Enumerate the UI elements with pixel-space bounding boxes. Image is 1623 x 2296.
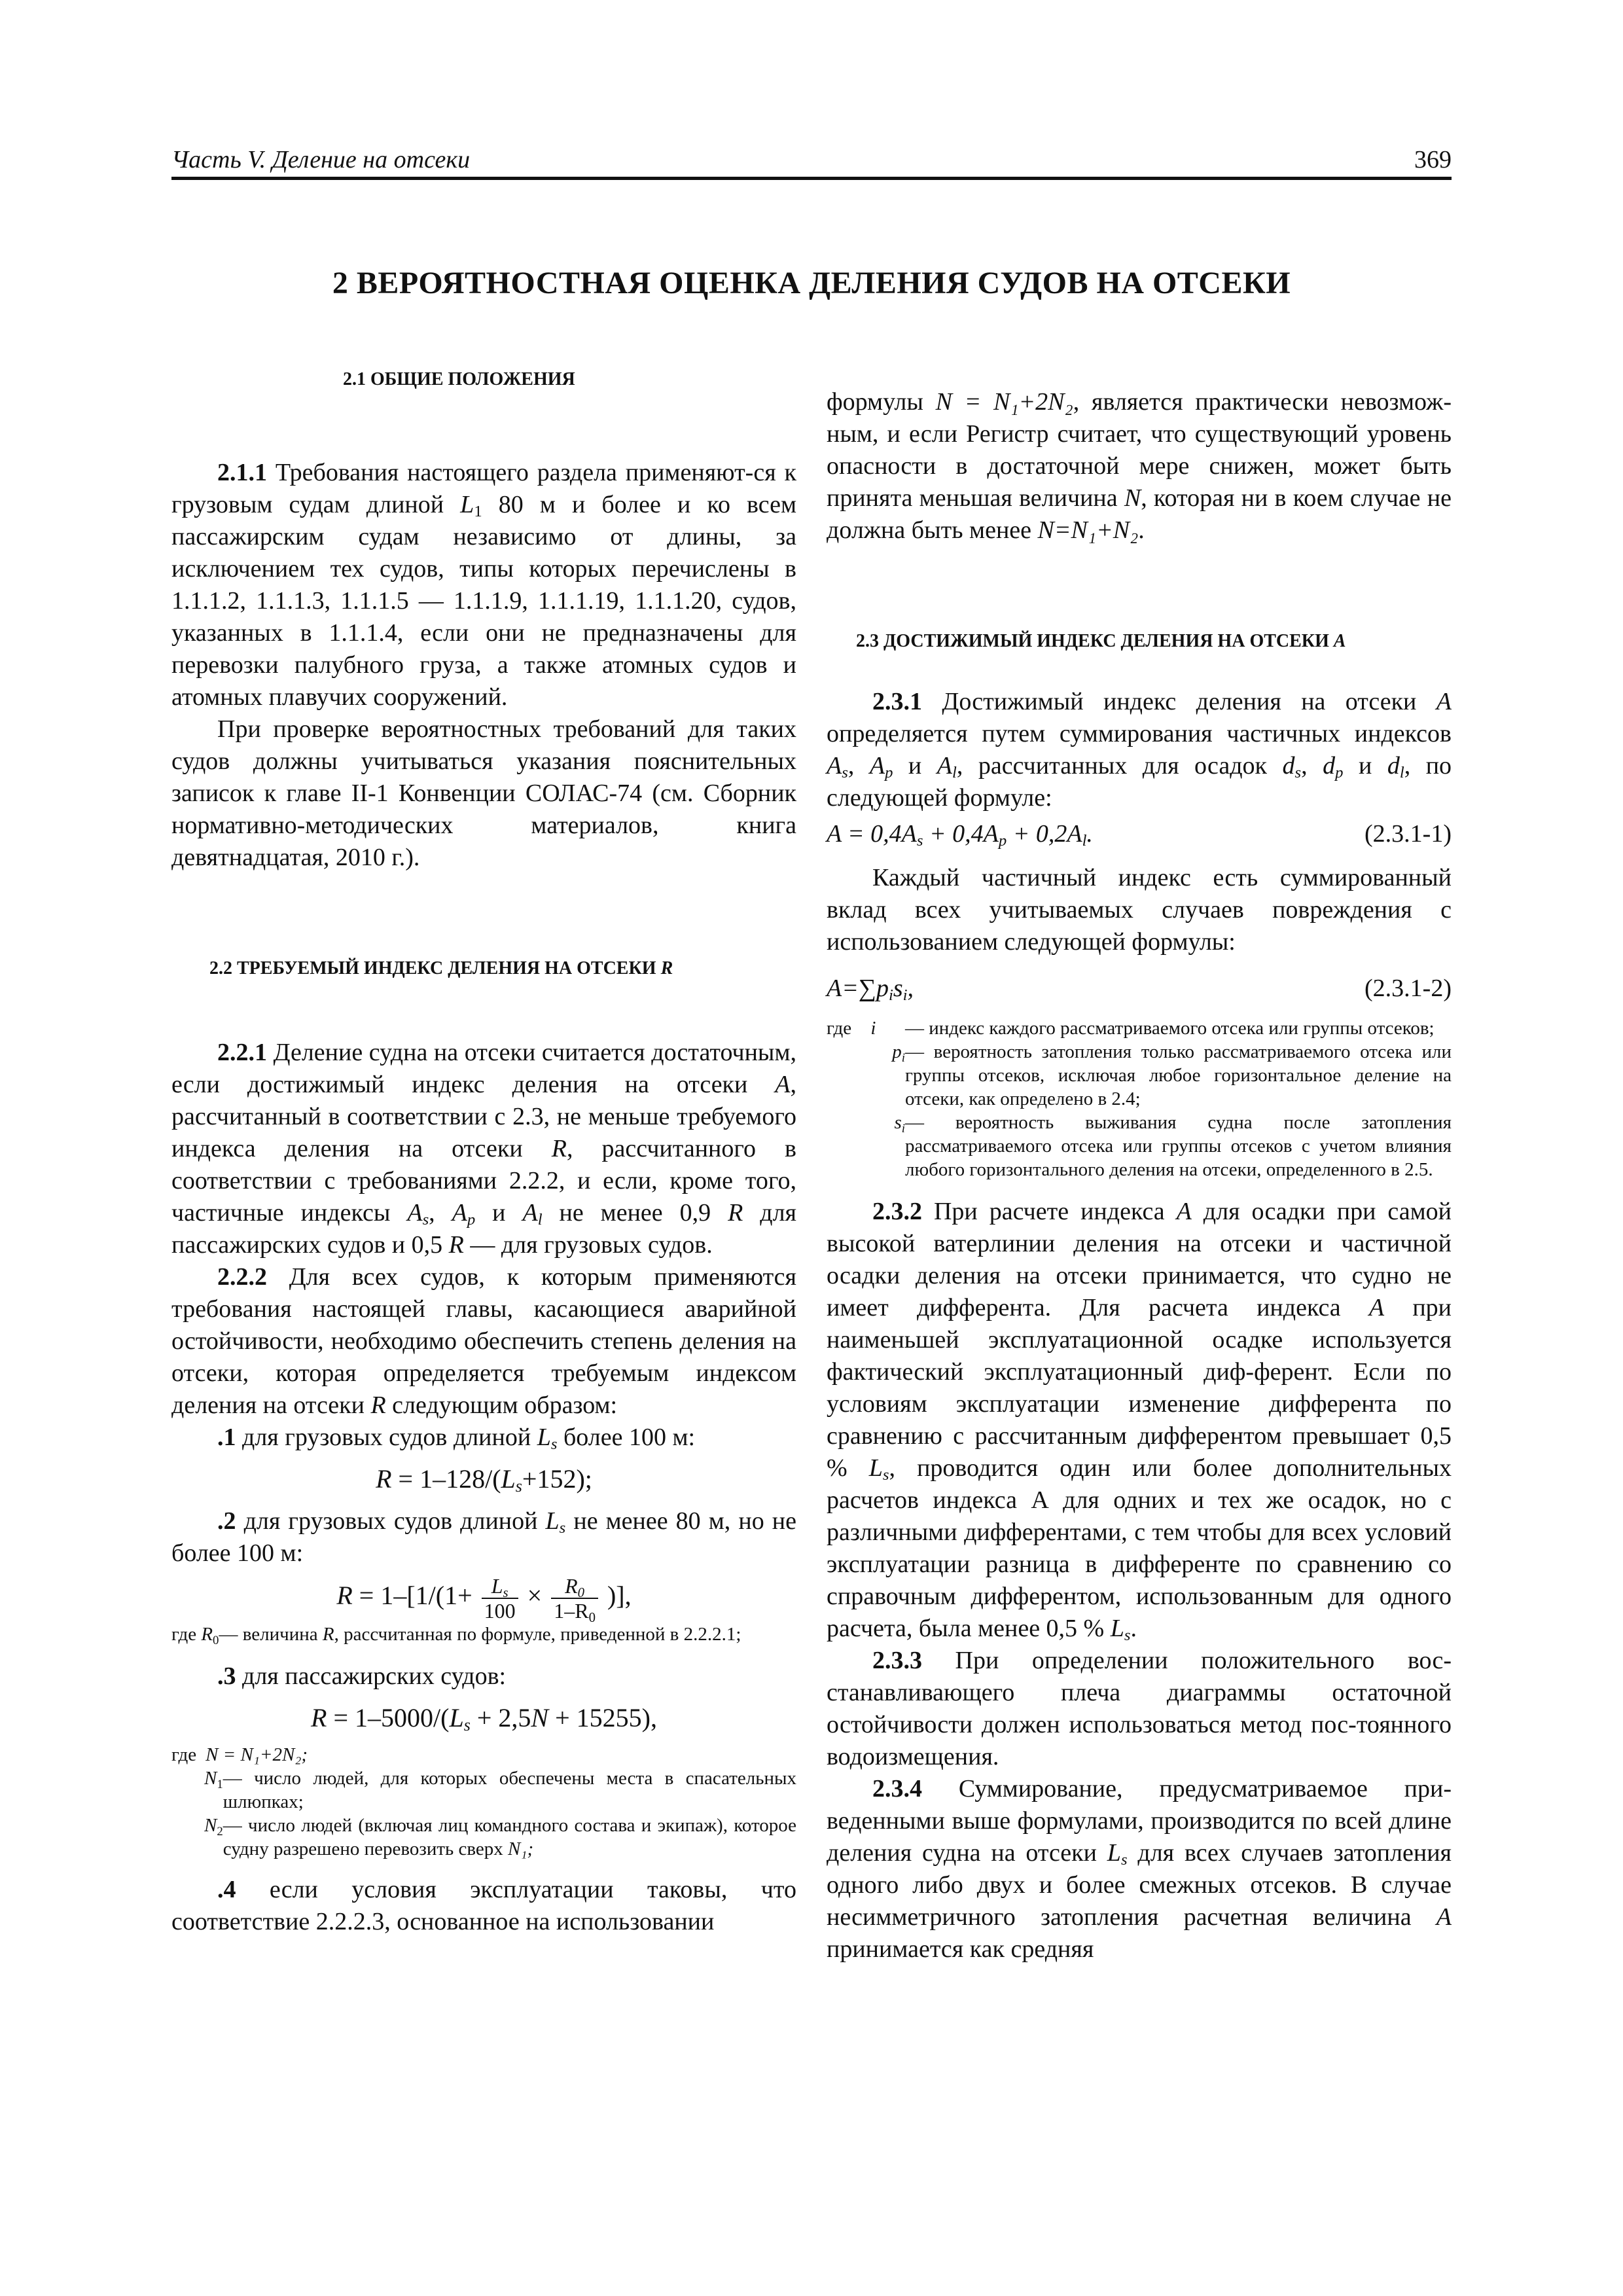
text-run: Для всех судов, к которым применяются требования настоящей главы, касающиеся аварийной остойчивости, необходимо обеспечить степень деления на отсеки, которая определяется требуемым индексом деления на отсеки	[171, 1263, 796, 1419]
where-row	[827, 1040, 1452, 1111]
symbol: R	[448, 1231, 464, 1259]
text-run: формулы	[827, 388, 936, 416]
text-run: и	[475, 1199, 523, 1227]
formula-body	[827, 818, 1093, 850]
where-block-indices	[827, 1016, 1452, 1181]
subscript: i	[888, 986, 893, 1004]
list-item-3	[171, 1660, 796, 1693]
where-label	[171, 1623, 219, 1646]
paragraph-2-3-4	[827, 1773, 1452, 1965]
item-number: .2	[217, 1507, 236, 1535]
symbol: R	[370, 1391, 386, 1419]
paragraph-2-3-2	[827, 1196, 1452, 1645]
text-run: Достижимый индекс деления на отсеки	[922, 688, 1436, 715]
text-run: + 2,5	[470, 1702, 531, 1732]
symbol: R	[728, 1199, 743, 1227]
where-row	[171, 1743, 796, 1767]
text-run: Деление судна на отсеки считается достаточным, если достижимый индекс деления на отсеки	[171, 1039, 796, 1098]
text-run: = 1–5000/(	[327, 1702, 450, 1732]
symbol: d	[1387, 752, 1400, 780]
text-run: где	[827, 1018, 857, 1039]
subscript: s	[422, 1211, 429, 1229]
symbol: d	[1323, 752, 1336, 780]
text-run: .	[1086, 820, 1093, 848]
list-item-1	[171, 1422, 796, 1454]
symbol: L	[1110, 1615, 1124, 1642]
subscript: i	[902, 986, 908, 1004]
text-run: более 100 м:	[557, 1424, 696, 1451]
text-run: при наименьшей эксплуатационной осадке используется фактический эксплуатационный диф-ферент. Если по условиям эксплуатации изменение дифферента по сравнению с рассчитанным дифферентом превышает 0,5 %	[827, 1294, 1452, 1482]
subscript: s	[515, 1477, 522, 1496]
fraction-numerator	[482, 1574, 518, 1599]
text-run: При расчете индекса	[922, 1198, 1177, 1225]
section-heading-text: 2.1 ОБЩИЕ ПОЛОЖЕНИЯ	[343, 369, 575, 389]
symbol: A	[522, 1199, 538, 1227]
symbol: R	[376, 1464, 392, 1494]
symbol: A	[869, 752, 885, 780]
subscript: s	[559, 1519, 566, 1537]
text-run: A=∑p	[827, 975, 889, 1002]
symbol: A	[936, 752, 952, 780]
where-definition: — вероятность выживания судна после затопления рассматриваемого отсека или группы отсеков с учетом влияния любого горизонтального деления на отсеки, определенного в 2.5.	[905, 1112, 1452, 1180]
text-run: .	[1130, 1615, 1137, 1642]
fraction-numerator	[551, 1574, 598, 1599]
where-definition: — индекс каждого рассматриваемого отсека или группы отсеков;	[905, 1018, 1435, 1039]
paragraph-2-3-3	[827, 1645, 1452, 1773]
symbol: L	[868, 1454, 883, 1482]
text-run: для осадки при самой высокой ватерлинии деления на отсеки и частичной осадки деления на отсеки принимается, что судно не имеет дифферента. Для расчета индекса	[827, 1198, 1452, 1321]
symbol: L	[545, 1507, 560, 1535]
subscript: l	[1399, 764, 1404, 781]
subscript: s	[1294, 764, 1302, 781]
list-item-2	[171, 1505, 796, 1570]
section-heading-2-2	[171, 952, 796, 984]
subscript: p	[1335, 764, 1344, 781]
paragraph-2-3-1	[827, 686, 1452, 814]
where-block-n	[171, 1743, 796, 1861]
text-run: 80 м и более и ко всем пассажирским судам независимо от длины, за исключением тех судов, типы которых перечислены в 1.1.1.2, 1.1.1.3, 1.1.1.5 — 1.1.1.9, 1.1.1.19, 1.1.1.20, судов, указанных в 1.1.1.4, если они не предназначены для перевозки палубного груза, а также атомных судов и атомных плавучих сооружений.	[171, 491, 796, 711]
text-run: = 1–128/(	[391, 1464, 501, 1494]
subscript: s	[1120, 1851, 1128, 1869]
text-run: + 0,4A	[923, 820, 999, 848]
running-title: Часть V. Деление на отсеки	[171, 146, 471, 173]
symbol: A	[827, 752, 842, 780]
subscript: 0	[577, 1585, 585, 1600]
symbol: N	[204, 1767, 217, 1789]
text-run: и	[893, 752, 937, 780]
section-heading-text: 2.2 ТРЕБУЕМЫЙ ИНДЕКС ДЕЛЕНИЯ НА ОТСЕКИ	[209, 958, 661, 978]
text-run: не менее 80 м, но не более 100 м:	[171, 1507, 796, 1567]
text-run: для грузовых судов длиной	[236, 1424, 537, 1451]
symbol: A	[775, 1071, 791, 1098]
subscript: s	[550, 1435, 558, 1453]
text-run: — величина	[219, 1623, 323, 1645]
symbol: A	[407, 1199, 423, 1227]
symbol: A	[1436, 1903, 1452, 1931]
text-run: для пассажирских судов:	[236, 1662, 507, 1690]
where-row	[827, 1016, 1452, 1040]
symbol: R	[201, 1623, 213, 1645]
where-row	[171, 1814, 796, 1861]
comma: ,	[847, 752, 870, 780]
symbol: A	[1333, 631, 1346, 651]
formula-number: (2.3.1-1)	[1364, 820, 1452, 848]
subscript: s	[463, 1715, 471, 1734]
subscript: 1	[217, 1777, 223, 1791]
clause-number: 2.2.2	[217, 1263, 267, 1291]
clause-number: 2.1.1	[217, 459, 267, 486]
where-definition	[223, 1814, 796, 1861]
formula-r-cargo-large	[171, 1463, 796, 1495]
text-run: + 0,2A	[1007, 820, 1082, 848]
subscript: l	[1082, 832, 1087, 850]
symbol: s	[894, 1112, 902, 1133]
running-head	[171, 143, 1452, 179]
subscript: 2	[217, 1824, 223, 1839]
text-run: , по следующей формуле:	[827, 752, 1452, 812]
section-heading-2-3	[827, 625, 1452, 657]
where-definition	[219, 1623, 796, 1646]
subscript: s	[882, 1466, 889, 1484]
comma: ,	[1301, 752, 1323, 780]
paragraph-2-2-2	[171, 1261, 796, 1422]
subscript: s	[916, 832, 923, 850]
text-run: )],	[600, 1581, 632, 1610]
paragraph-2-1-1-cont: При проверке вероятностных требований для таких судов должны учитываться указания пояснительных записок к главе II-1 Конвенции СОЛАС-74 (см. Сборник нормативно-методических материалов, книга девятнадцатая, 2010 г.).	[171, 715, 796, 871]
clause-number: 2.3.2	[872, 1198, 922, 1225]
text-run: , проводится один или более дополнительных расчетов индекса А для одних и тех же осадок, но с различными дифферентами, с тем чтобы для всех условий эксплуатации разница в дифференте по сравнению со справочным дифферентом, использованным для одного расчета, была менее 0,5 %	[827, 1454, 1452, 1642]
text-run: .	[1138, 516, 1145, 544]
text-run: 1–R	[554, 1598, 589, 1623]
where-label	[827, 1111, 905, 1181]
text-run: = 1–[1/(1+	[352, 1581, 479, 1610]
where-row	[171, 1623, 796, 1646]
text-run: не менее 0,9	[542, 1199, 728, 1227]
times-sign: ×	[520, 1581, 549, 1610]
paragraph-2-3-1-cont: Каждый частичный индекс есть суммированный вклад всех учитываемых случаев повреждения с использованием следующей формулы:	[827, 864, 1452, 956]
text-run: принимается как средняя	[827, 1935, 1094, 1963]
item-number: .4	[217, 1875, 236, 1903]
where-label: где	[171, 1744, 197, 1765]
fraction-denominator	[551, 1599, 598, 1623]
chapter-title: 2 ВЕРОЯТНОСТНАЯ ОЦЕНКА ДЕЛЕНИЯ СУДОВ НА ОТСЕКИ	[332, 266, 1291, 300]
clause-number: 2.3.1	[872, 688, 922, 715]
symbol: A	[452, 1199, 467, 1227]
text-run: , рассчитанных для осадок	[956, 752, 1283, 780]
text-run: для пассажирских судов и 0,5	[171, 1199, 797, 1259]
subscript: s	[1124, 1626, 1131, 1644]
symbol: i	[870, 1018, 876, 1039]
text-run: s	[893, 975, 903, 1002]
text-run: — число людей (включая лиц командного состава и экипаж), которое судну разрешено перевозить сверх	[223, 1814, 796, 1859]
formula-r-cargo-medium	[171, 1571, 796, 1623]
symbol: R	[322, 1623, 334, 1645]
subscript: p	[885, 764, 893, 781]
right-column	[827, 386, 1452, 1965]
symbol: A	[1368, 1294, 1385, 1321]
symbol: L	[491, 1573, 503, 1598]
text-run: , рассчитанный в соответствии с 2.3, не меньше требуемого индекса деления на отсеки	[171, 1071, 796, 1162]
where-definition: — вероятность затопления только рассматриваемого отсека или группы отсеков, исключая любое горизонтальное деление на отсеки, как определено в 2.4;	[905, 1041, 1452, 1109]
text-run: ,	[907, 975, 914, 1002]
clause-number: 2.2.1	[217, 1039, 267, 1066]
where-row	[171, 1767, 796, 1814]
where-label	[827, 1016, 905, 1040]
fraction-denominator: 100	[484, 1598, 516, 1623]
symbol: A	[1436, 688, 1452, 715]
symbol: N	[531, 1702, 549, 1732]
subscript: p	[998, 832, 1007, 850]
symbol: p	[892, 1041, 902, 1062]
where-row	[827, 1111, 1452, 1181]
subscript: s	[842, 764, 848, 781]
symbol: L	[449, 1702, 464, 1732]
formula-2-3-1-2	[827, 973, 1452, 1005]
where-block-r0	[171, 1623, 796, 1646]
symbol: R	[551, 1135, 567, 1162]
item-number: .1	[217, 1424, 236, 1451]
symbol: N	[204, 1814, 217, 1836]
subscript: l	[952, 764, 957, 781]
symbol: L	[501, 1464, 516, 1494]
symbol: R	[565, 1573, 578, 1598]
text-run: +152);	[522, 1464, 592, 1494]
subscript: s	[503, 1585, 508, 1600]
subscript: i	[901, 1051, 905, 1065]
subscript: 1	[474, 503, 482, 520]
page-number: 369	[1414, 146, 1452, 173]
comma: ,	[429, 1199, 452, 1227]
fraction-ls-100	[482, 1574, 518, 1623]
paragraph-2-1-1	[171, 457, 796, 713]
formula-2-3-1-1	[827, 818, 1452, 850]
symbol: N = N₁+2N₂	[935, 388, 1073, 416]
text-run: где	[171, 1623, 202, 1645]
where-definition: — число людей, для которых обеспечены места в спасательных шлюпках;	[223, 1767, 796, 1812]
symbol: N=N₁+N₂	[1037, 516, 1139, 544]
formula-r-passenger	[171, 1702, 796, 1734]
symbol: L	[460, 491, 474, 518]
where-definition: N = N₁+2N₂;	[205, 1744, 308, 1765]
section-heading-text: 2.3 ДОСТИЖИМЫЙ ИНДЕКС ДЕЛЕНИЯ НА ОТСЕКИ	[856, 631, 1334, 651]
formula-body	[827, 973, 914, 1005]
text-run: , является практически невозмож-ным, и если Регистр считает, что существующий уровень опасности в достаточной мере снижен, может быть принята меньшая величина	[827, 388, 1452, 512]
subscript: 0	[213, 1633, 219, 1647]
text-run: для грузовых судов длиной	[236, 1507, 546, 1535]
subscript: l	[537, 1211, 543, 1229]
text-run: Суммирование, предусматриваемое при-веденными выше формулами, производится по всей длине деления судна на отсеки	[827, 1775, 1452, 1867]
fraction-r0	[551, 1574, 598, 1623]
subscript: 0	[588, 1609, 596, 1625]
text-run: A = 0,4A	[827, 820, 917, 848]
text-run: + 15255),	[548, 1702, 657, 1732]
clause-number: 2.3.3	[872, 1647, 922, 1674]
symbol: N	[1124, 484, 1141, 512]
text-run: если условия эксплуатации таковы, что соответствие 2.2.2.3, основанное на использовании	[171, 1875, 796, 1935]
where-label	[204, 1767, 223, 1814]
text-run: — для грузовых судов.	[463, 1231, 713, 1259]
where-label	[827, 1040, 905, 1111]
symbol: L	[1107, 1839, 1121, 1867]
list-item-4	[171, 1874, 796, 1938]
text-run: для всех случаев затопления одного либо двух и более смежных отсеков. В случае несимметричного затопления расчетная величина	[827, 1839, 1452, 1931]
text-run: , которая ни в коем случае не должна быть менее	[827, 484, 1452, 544]
text-run: Требования настоящего раздела применяют-ся к грузовым судам длиной	[171, 459, 796, 518]
text-run: , рассчитанного в соответствии с требованиями 2.2.2, и если, кроме того, частичные индексы	[171, 1135, 797, 1227]
formula-number: (2.3.1-2)	[1364, 975, 1452, 1002]
symbol: A	[1176, 1198, 1192, 1225]
symbol: L	[537, 1424, 551, 1451]
where-label	[204, 1814, 223, 1861]
text-run: и	[1343, 752, 1387, 780]
paragraph-continuation	[827, 386, 1452, 547]
symbol: d	[1282, 752, 1295, 780]
subscript: i	[901, 1122, 905, 1136]
symbol: R	[660, 958, 673, 978]
left-column	[171, 363, 796, 1938]
header-rule	[171, 177, 1452, 180]
text-run: определяется путем суммирования частичных индексов	[827, 720, 1452, 747]
symbol: R	[336, 1581, 353, 1610]
text-run: , рассчитанная по формуле, приведенной в 2.2.2.1;	[334, 1623, 741, 1645]
subscript: p	[467, 1211, 476, 1229]
symbol: N₁;	[508, 1838, 534, 1859]
section-heading-2-1	[171, 363, 796, 395]
text-run: При определении положительного вос-станавливающего плеча диаграммы остаточной остойчивости должен использоваться метод пос-тоянного водоизмещения.	[827, 1647, 1452, 1770]
item-number: .3	[217, 1662, 236, 1690]
paragraph-2-2-1	[171, 1037, 796, 1261]
text-run: следующим образом:	[385, 1391, 618, 1419]
symbol: R	[311, 1702, 327, 1732]
clause-number: 2.3.4	[872, 1775, 922, 1803]
